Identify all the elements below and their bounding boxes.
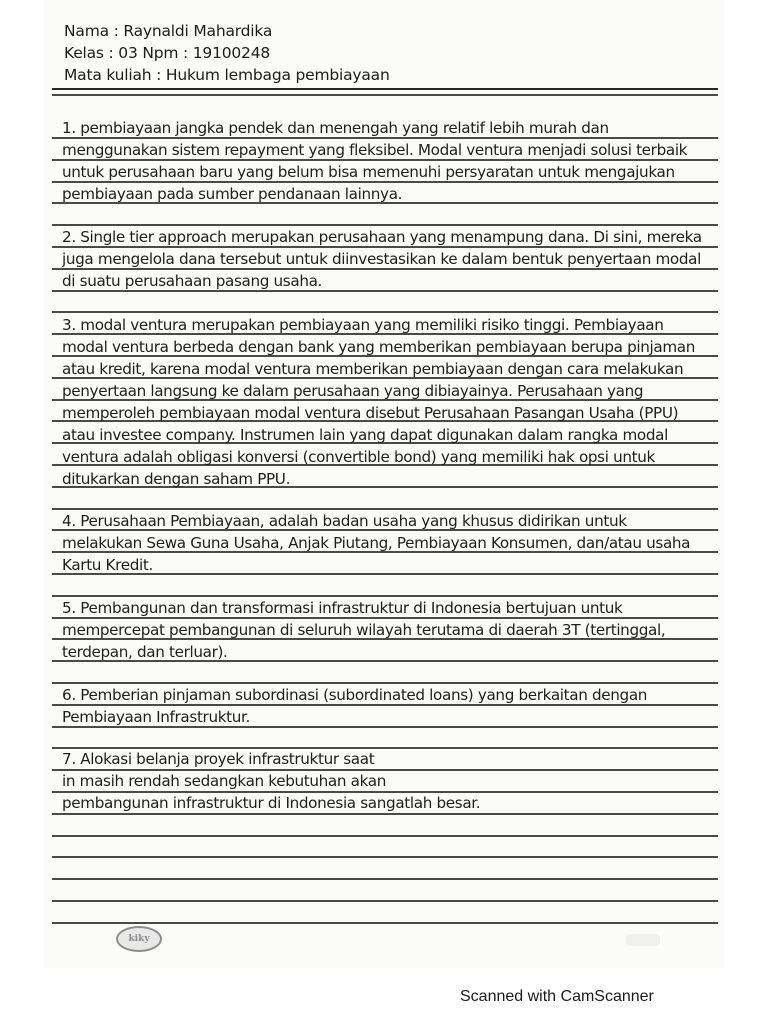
answer-3-line: atau investee company. Instrumen lain yang dapat digunakan dalam rangka modal: [62, 426, 668, 444]
answer-2-line: di suatu perusahaan pasang usaha.: [62, 272, 323, 290]
answer-3-line: penyertaan langsung ke dalam perusahaan yang dibiayainya. Perusahaan yang: [62, 382, 644, 400]
answer-5-line: mempercepat pembangunan di seluruh wilayah terutama di daerah 3T (tertinggal,: [62, 621, 666, 639]
header-rule-top: [52, 88, 718, 90]
answer-7-line: pembangunan infrastruktur di Indonesia sangatlah besar.: [62, 794, 481, 812]
answer-4-line: melakukan Sewa Guna Usaha, Anjak Piutang, Pembiayaan Konsumen, dan/atau usaha: [62, 534, 691, 552]
student-header: [64, 20, 390, 86]
answer-6-line: Pembiayaan Infrastruktur.: [62, 708, 251, 726]
answer-1-line: pembiayaan pada sumber pendanaan lainnya.: [62, 185, 403, 203]
answer-3-line: ditukarkan dengan saham PPU.: [62, 470, 291, 488]
answer-3-line: atau kredit, karena modal ventura memberikan pembiayaan dengan cara melakukan: [62, 360, 684, 378]
camscanner-watermark: Scanned with CamScanner: [460, 988, 654, 1005]
answer-3-line: memperoleh pembiayaan modal ventura disebut Perusahaan Pasangan Usaha (PPU): [62, 404, 679, 422]
answer-6-line: 6. Pemberian pinjaman subordinasi (subordinated loans) yang berkaitan dengan: [62, 686, 648, 704]
header-rule-bottom: [52, 94, 718, 96]
answer-1-line: 1. pembiayaan jangka pendek dan menengah yang relatif lebih murah dan: [62, 119, 609, 137]
ruled-line: [52, 835, 718, 837]
answer-3-line: 3. modal ventura merupakan pembiayaan yang memiliki risiko tinggi. Pembiayaan: [62, 316, 664, 334]
answer-3-line: modal ventura berbeda dengan bank yang memberikan pembiayaan berupa pinjaman: [62, 338, 696, 356]
ruled-line: [52, 922, 718, 924]
course-name: Mata kuliah : Hukum lembaga pembiayaan: [64, 66, 390, 84]
student-name: Nama : Raynaldi Mahardika: [64, 22, 273, 40]
student-class-npm: Kelas : 03 Npm : 19100248: [64, 44, 271, 62]
answer-4-line: Kartu Kredit.: [62, 556, 153, 574]
answer-4-line: 4. Perusahaan Pembiayaan, adalah badan usaha yang khusus didirikan untuk: [62, 512, 627, 530]
answer-1-line: untuk perusahaan baru yang belum bisa memenuhi persyaratan untuk mengajukan: [62, 163, 675, 181]
stamp-text: kiky: [128, 934, 150, 944]
answer-2-line: juga mengelola dana tersebut untuk diinvestasikan ke dalam bentuk penyertaan modal: [62, 250, 701, 268]
answer-7-line: in masih rendah sedangkan kebutuhan akan: [62, 772, 386, 790]
ruled-line: [52, 856, 718, 858]
scan-smudge: [626, 934, 660, 946]
notebook-logo-stamp: [116, 926, 162, 952]
answer-5-line: 5. Pembangunan dan transformasi infrastruktur di Indonesia bertujuan untuk: [62, 599, 623, 617]
answer-3-line: ventura adalah obligasi konversi (convertible bond) yang memiliki hak opsi untuk: [62, 448, 655, 466]
ruled-line: [52, 900, 718, 902]
answer-2-line: 2. Single tier approach merupakan perusahaan yang menampung dana. Di sini, mereka: [62, 228, 702, 246]
answer-1-line: menggunakan sistem repayment yang fleksibel. Modal ventura menjadi solusi terbaik: [62, 141, 688, 159]
answer-5-line: terdepan, dan terluar).: [62, 643, 228, 661]
answer-7-line: 7. Alokasi belanja proyek infrastruktur saat: [62, 750, 375, 768]
ruled-line: [52, 311, 718, 313]
ruled-line: [52, 878, 718, 880]
